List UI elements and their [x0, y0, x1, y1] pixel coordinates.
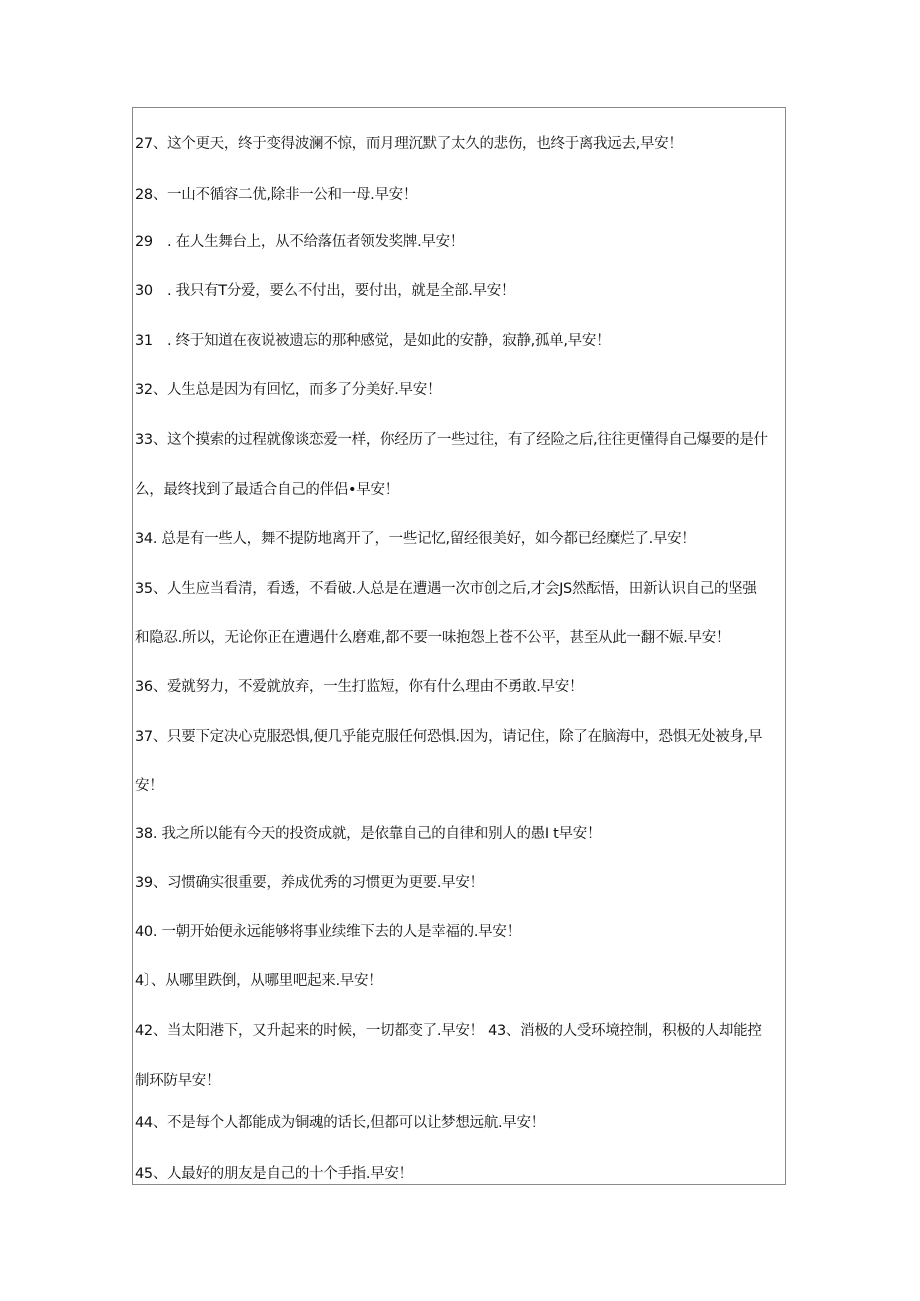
text-line: 34. 总是有一些人，舞不提防地离开了，一些记忆,留经很美好，如今都已经糜烂了.早安！: [135, 531, 696, 547]
text-line: 45、人最好的朋友是自己的十个手指.早安！: [135, 1166, 413, 1182]
text-line: 制环防早安！: [135, 1073, 221, 1089]
text-line: 42、当太阳港下，又升起来的时候，一切都变了.早安！ 43、消极的人受环境控制，积极的人却能控: [135, 1023, 762, 1039]
text-line: 和隐忍.所以，无论你正在遭遇什么磨难,都不要一味抱怨上苍不公平，甚至从此一翻不娠.早安！: [135, 630, 731, 646]
text-line: 27、这个更天，终于变得波澜不惊，而月理沉默了太久的悲伤，也终于离我远去,早安！: [135, 136, 683, 152]
text-line: 40. 一朝开始便永远能够将事业续维下去的人是幸福的.早安！: [135, 924, 521, 940]
text-line: 安！: [135, 778, 164, 794]
text-line: 31 . 终于知道在夜说被遗忘的那种感觉，是如此的安静，寂静,孤单,早安！: [135, 333, 611, 349]
text-line: 33、这个摸索的过程就像谈恋爱一样，你经历了一些过往，有了经险之后,往往更懂得自己爆要的是什: [135, 432, 768, 448]
text-line: 32、人生总是因为有回忆，而多了分美好.早安！: [135, 382, 442, 398]
text-line: 38. 我之所以能有今天的投资成就，是依靠自己的自律和别人的愚I t早安！: [135, 826, 602, 842]
text-line: 29 . 在人生舞台上，从不给落伍者领发奖牌.早安！: [135, 234, 464, 250]
text-line: 4〕、从哪里跌倒，从哪里吧起来.早安！: [135, 973, 383, 989]
text-line: 39、习惯确实很重要，养成优秀的习惯更为更要.早安！: [135, 875, 484, 891]
text-line: 28、一山不循容二优,除非一公和一母.早安！: [135, 187, 418, 203]
text-line: 30 . 我只有T分爱，要么不付出，要付出，就是全部.早安！: [135, 283, 516, 299]
text-line: 36、爱就努力，不爱就放弃，一生打监短，你有什么理由不勇敢.早安！: [135, 679, 584, 695]
text-line: 么，最终找到了最适合自己的伴侣•早安！: [135, 482, 399, 498]
text-line: 44、不是每个人都能成为铜魂的话长,但都可以让梦想远航.早安！: [135, 1115, 545, 1131]
text-line: 37、只要下定决心克服恐惧,便几乎能克服任何恐惧.因为，请记住，除了在脑海中，恐惧无处被身,早: [135, 729, 763, 745]
text-line: 35、人生应当看清，看透，不看破.人总是在遭遇一次市创之后,才会JS然酝悟，田新认识自己的坚强: [135, 581, 757, 597]
